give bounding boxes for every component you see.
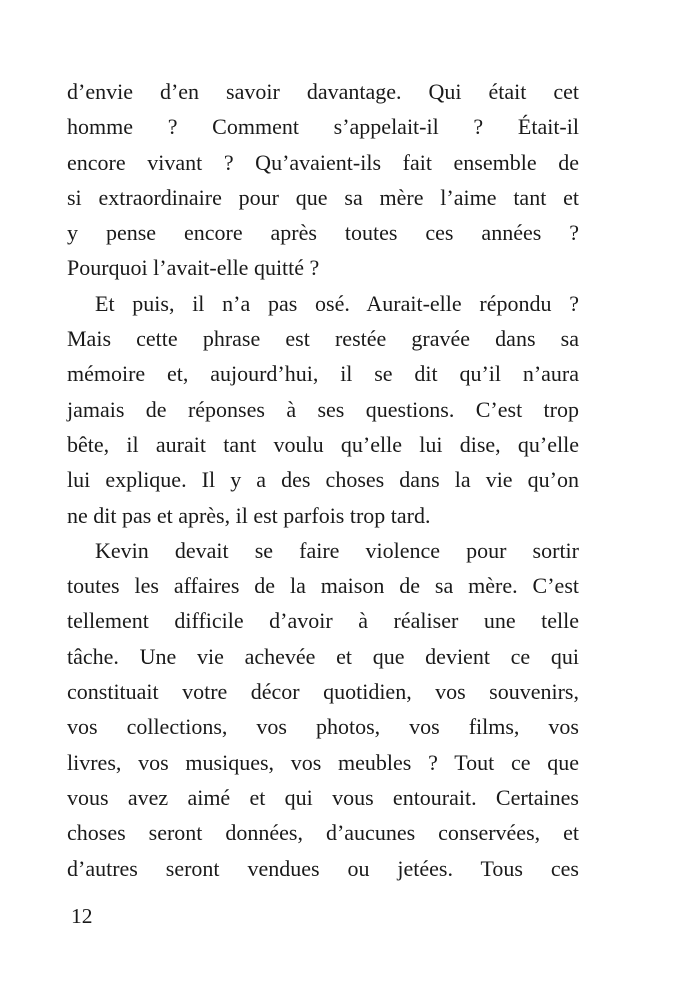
text-line: tellement difficile d’avoir à réaliser une telle [67, 608, 579, 634]
text-line: y pense encore après toutes ces années ? [67, 220, 579, 246]
page-number: 12 [71, 904, 93, 928]
text-line: tâche. Une vie achevée et que devient ce qui [67, 643, 579, 669]
text-line: homme ? Comment s’appelait-il ? Était-il [67, 114, 579, 140]
text-line: mémoire et, aujourd’hui, il se dit qu’il n’aura [67, 361, 579, 387]
text-line: constituait votre décor quotidien, vos souvenirs, [67, 679, 579, 705]
text-line: livres, vos musiques, vos meubles ? Tout ce que [67, 749, 579, 775]
text-line: Et puis, il n’a pas osé. Aurait-elle répondu ? [95, 290, 579, 316]
text-line: vous avez aimé et qui vous entourait. Certaines [67, 784, 579, 810]
paragraph [67, 533, 579, 886]
text-line: d’envie d’en savoir davantage. Qui était cet [67, 79, 579, 104]
text-line: bête, il aurait tant voulu qu’elle lui dise, qu’elle [67, 431, 579, 457]
text-line: d’autres seront vendues ou jetées. Tous ces [67, 855, 579, 881]
text-line: vos collections, vos photos, vos films, vos [67, 714, 579, 740]
text-line: choses seront données, d’aucunes conservées, et [67, 820, 579, 846]
text-line: encore vivant ? Qu’avaient-ils fait ensemble de [67, 149, 579, 175]
text-line: si extraordinaire pour que sa mère l’aime tant et [67, 184, 579, 210]
text-line: jamais de réponses à ses questions. C’est trop [67, 396, 579, 422]
text-line: Kevin devait se faire violence pour sortir [95, 537, 579, 563]
text-line: Mais cette phrase est restée gravée dans sa [67, 326, 579, 352]
text-block [67, 74, 579, 886]
paragraph [67, 74, 579, 286]
text-line: lui explique. Il y a des choses dans la vie qu’on [67, 467, 579, 493]
text-line: toutes les affaires de la maison de sa mère. C’est [67, 573, 579, 599]
paragraph [67, 286, 579, 533]
text-line: ne dit pas et après, il est parfois trop tard. [67, 502, 431, 528]
text-line: Pourquoi l’avait-elle quitté ? [67, 255, 320, 281]
